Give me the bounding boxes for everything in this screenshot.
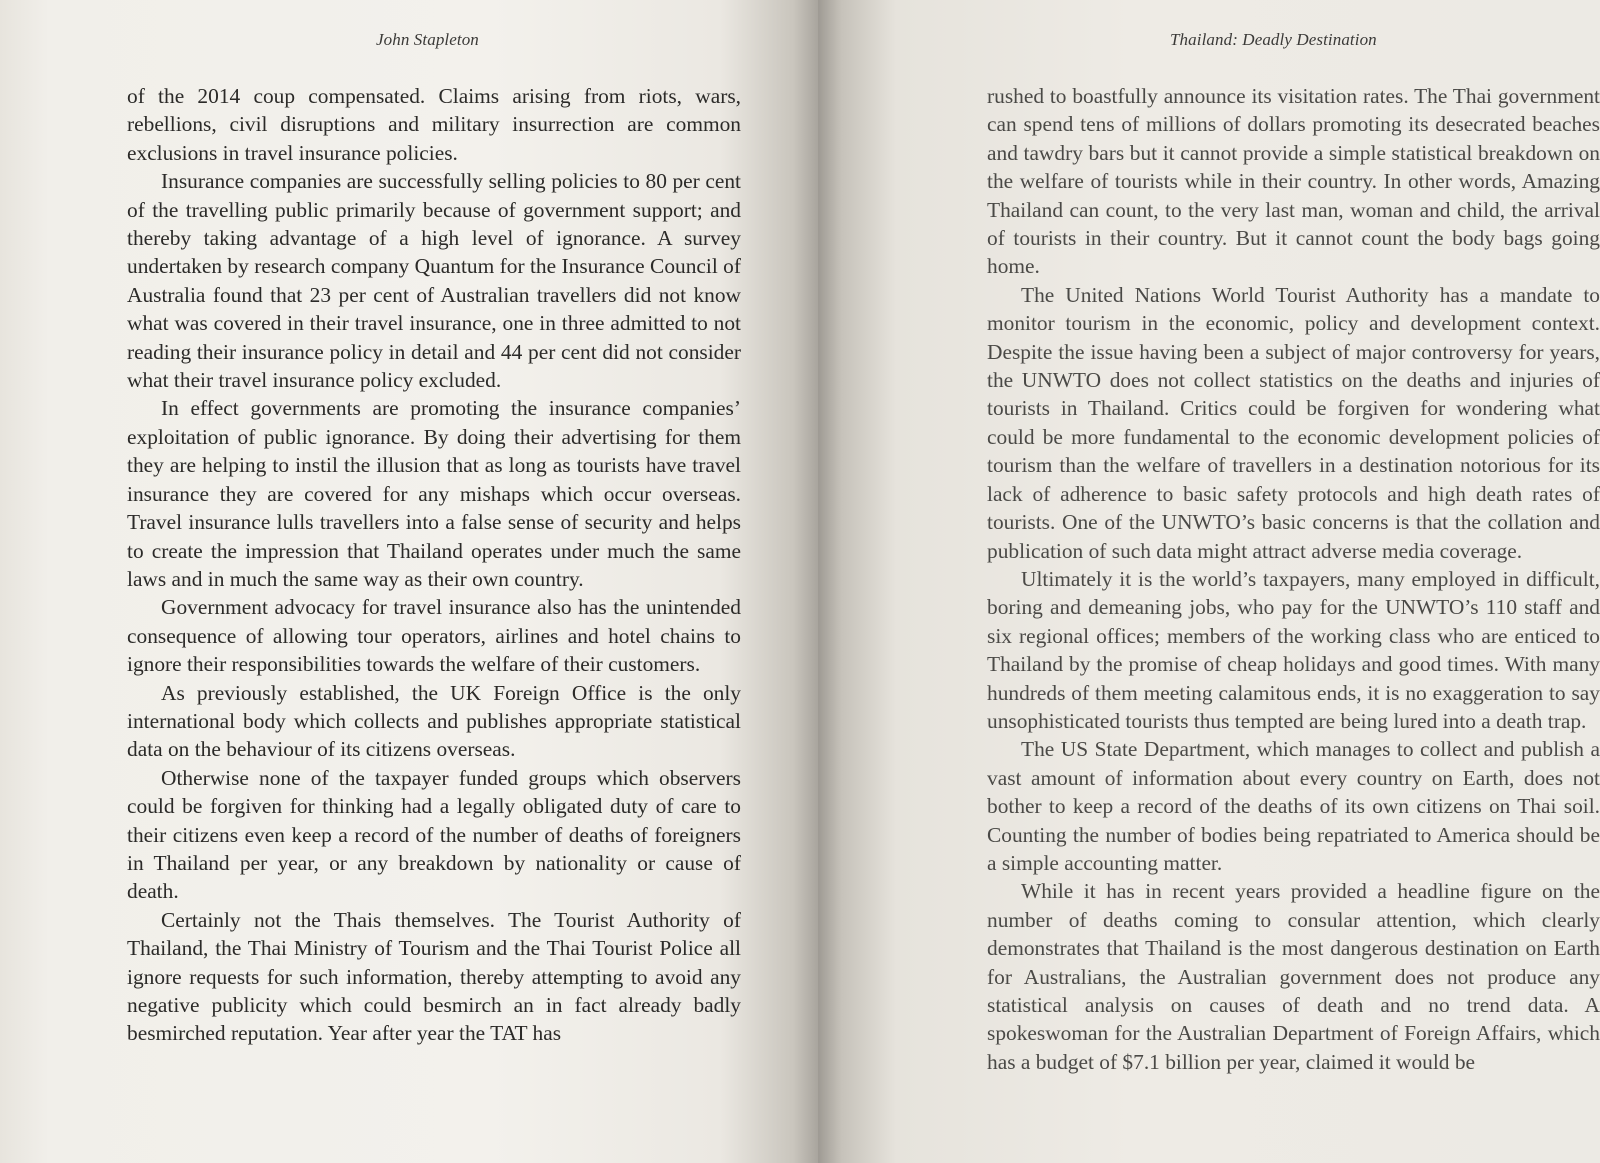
left-paragraph-7: Certainly not the Thais themselves. The Tourist Authority of Thailand, the Thai Ministry of Tourism and the Thai Tourist Police all ignore requests for such information, thereby attempting to avoid any negative publicity which could besmirch an in fact already badly besmirched reputation. Year after year the TAT has xyxy=(127,907,741,1046)
right-paragraph-2: The United Nations World Tourist Authority has a mandate to monitor tourism in the economic, policy and development context. Despite the issue having been a subject of major controversy for years, the UNWTO does not collect statistics on the deaths and injuries of tourists in Thailand. Critics could be forgiven for wondering what could be more fundamental to the economic development policies of tourism than the welfare of travellers in a destination notorious for its lack of adherence to basic safety protocols and high death rates of tourists. One of the UNWTO’s basic concerns is that the collation and publication of such data might attract adverse media coverage. xyxy=(987,282,1600,563)
left-paragraph-6: Otherwise none of the taxpayer funded groups which observers could be forgiven for thinking had a legally obligated duty of care to their citizens even keep a record of the number of deaths of foreigners in Thailand per year, or any breakdown by nationality or cause of death. xyxy=(127,765,741,904)
left-paragraph-2: Insurance companies are successfully selling policies to 80 per cent of the travelling public primarily because of government support; and thereby taking advantage of a high level of ignorance. A survey undertaken by research company Quantum for the Insurance Council of Australia found that 23 per cent of Australian travellers did not know what was covered in their travel insurance, one in three admitted to not reading their insurance policy in detail and 44 per cent did not consider what their travel insurance policy excluded. xyxy=(127,169,741,393)
left-page-text xyxy=(127,82,741,1048)
right-paragraph-5: While it has in recent years provided a headline figure on the number of deaths coming to consular attention, which clearly demonstrates that Thailand is the most dangerous destination on Earth for Australians, the Australian government does not produce any statistical analysis on causes of death and no trend data. A spokeswoman for the Australian Department of Foreign Affairs, which has a budget of $7.1 billion per year, claimed it would be xyxy=(987,879,1600,1074)
right-running-head: Thailand: Deadly Destination xyxy=(1170,30,1377,49)
left-paragraph-5: As previously established, the UK Foreign Office is the only international body which collects and publishes appropriate statistical data on the behaviour of its citizens overseas. xyxy=(127,680,741,762)
left-paragraph-3: In effect governments are promoting the insurance companies’ exploitation of public ignorance. By doing their advertising for them they are helping to instil the illusion that as long as tourists have travel insurance they are covered for any mishaps which occur overseas. Travel insurance lulls travellers into a false sense of security and helps to create the impression that Thailand operates under much the same laws and in much the same way as their own country. xyxy=(127,396,741,591)
right-page-text xyxy=(987,82,1600,1076)
left-paragraph-4: Government advocacy for travel insurance also has the unintended consequence of allowing tour operators, airlines and hotel chains to ignore their responsibilities towards the welfare of their customers. xyxy=(127,595,741,677)
right-paragraph-1: rushed to boastfully announce its visitation rates. The Thai government can spend tens of millions of dollars promoting its desecrated beaches and tawdry bars but it cannot provide a simple statistical breakdown on the welfare of tourists while in their country. In other words, Amazing Thailand can count, to the very last man, woman and child, the arrival of tourists in their country. But it cannot count the body bags going home. xyxy=(987,84,1600,279)
left-running-head: John Stapleton xyxy=(376,30,479,49)
right-paragraph-4: The US State Department, which manages to collect and publish a vast amount of information about every country on Earth, does not bother to keep a record of the deaths of its own citizens on Thai soil. Counting the number of bodies being repatriated to America should be a simple accounting matter. xyxy=(987,737,1600,875)
left-paragraph-1: of the 2014 coup compensated. Claims arising from riots, wars, rebellions, civil disruptions and military insurrection are common exclusions in travel insurance policies. xyxy=(127,84,741,165)
right-page xyxy=(818,0,1600,1163)
right-paragraph-3: Ultimately it is the world’s taxpayers, many employed in difficult, boring and demeaning jobs, who pay for the UNWTO’s 110 staff and six regional offices; members of the working class who are enticed to Thailand by the promise of cheap holidays and good times. With many hundreds of them meeting calamitous ends, it is no exaggeration to say unsophisticated tourists thus tempted are being lured into a death trap. xyxy=(987,566,1600,733)
